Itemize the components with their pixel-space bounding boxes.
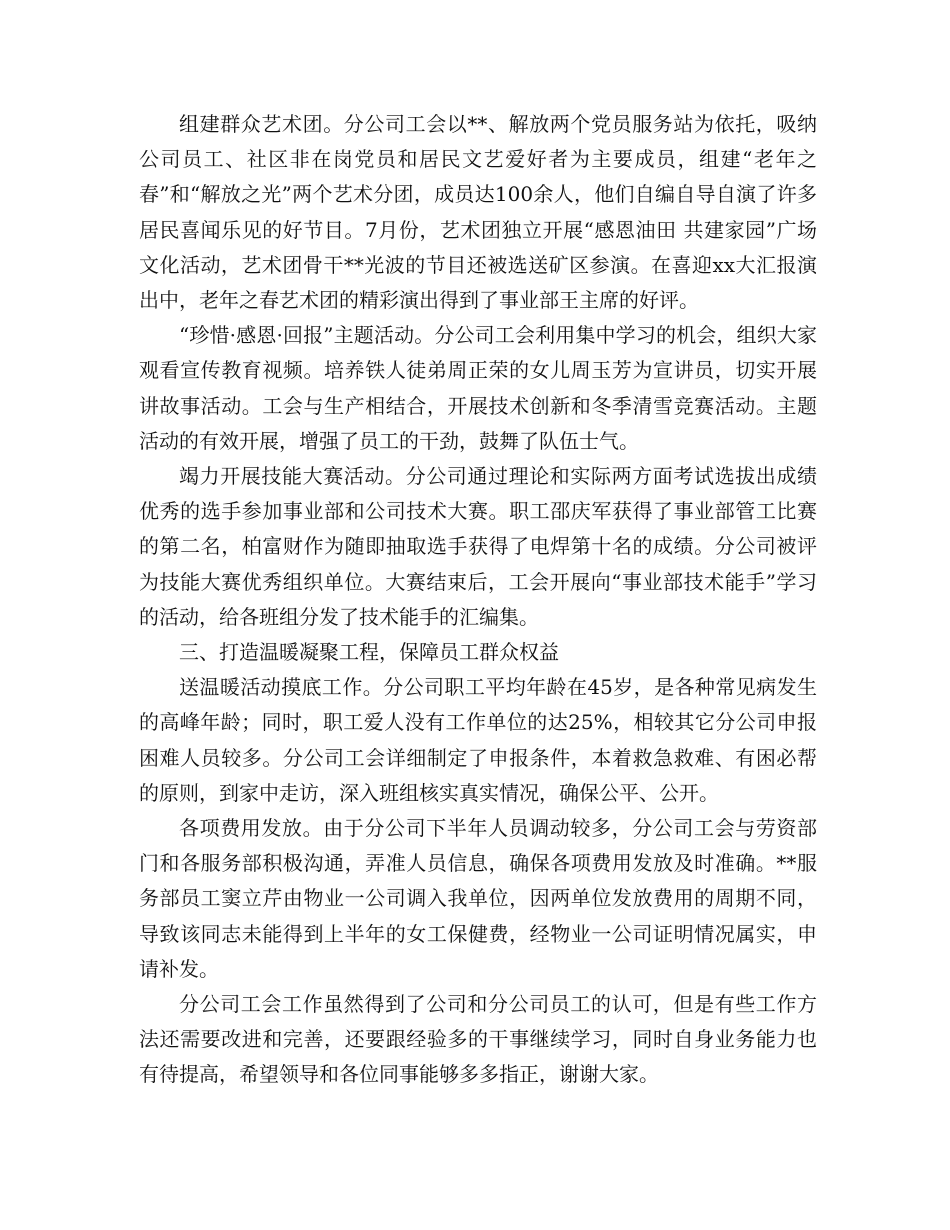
paragraph-closing: 分公司工会工作虽然得到了公司和分公司员工的认可，但是有些工作方法还需要改进和完善，还要跟经验多的干事继续学习，同时自身业务能力也有待提高，希望领导和各位同事能够多多指正，谢谢大家。 xyxy=(139,992,817,1087)
paragraph-skills-contest: 竭力开展技能大赛活动。分公司通过理论和实际两方面考试选拔出成绩优秀的选手参加事业部和公司技术大赛。职工邵庆军获得了事业部管工比赛的第二名，柏富财作为随即抽取选手获得了电焊第十名的成绩。分公司被评为技能大赛优秀组织单位。大赛结束后，工会开展向“事业部技术能手”学习的活动，给各班组分发了技术能手的汇编集。 xyxy=(139,464,817,629)
paragraph-art-troupe: 组建群众艺术团。分公司工会以**、解放两个党员服务站为依托，吸纳公司员工、社区非在岗党员和居民文艺爱好者为主要成员，组建“老年之春”和“解放之光”两个艺术分团，成员达100余人，他们自编自导自演了许多居民喜闻乐见的好节目。7月份，艺术团独立开展“感恩油田 共建家园”广场文化活动，艺术团骨干**光波的节目还被选送矿区参演。在喜迎xx大汇报演出中，老年之春艺术团的精彩演出得到了事业部王主席的好评。 xyxy=(139,112,817,313)
section-heading-warmth-project: 三、打造温暖凝聚工程，保障员工群众权益 xyxy=(179,640,559,665)
paragraph-expense-distribution: 各项费用发放。由于分公司下半年人员调动较多，分公司工会与劳资部门和各服务部积极沟通，弄准人员信息，确保各项费用发放及时准确。**服务部员工窦立芹由物业一公司调入我单位，因两单位发放费用的周期不同，导致该同志未能得到上半年的女工保健费，经物业一公司证明情况属实，申请补发。 xyxy=(139,816,817,981)
document-body xyxy=(139,107,817,1093)
paragraph-warmth-survey: 送温暖活动摸底工作。分公司职工平均年龄在45岁，是各种常见病发生的高峰年龄；同时，职工爱人没有工作单位的达25%，相较其它分公司申报困难人员较多。分公司工会详细制定了申报条件，本着救急救难、有困必帮的原则，到家中走访，深入班组核实真实情况，确保公平、公开。 xyxy=(139,675,817,805)
paragraph-theme-activity: “珍惜·感恩·回报”主题活动。分公司工会利用集中学习的机会，组织大家观看宣传教育视频。培养铁人徒弟周正荣的女儿周玉芳为宣讲员，切实开展讲故事活动。工会与生产相结合，开展技术创新和冬季清雪竞赛活动。主题活动的有效开展，增强了员工的干劲，鼓舞了队伍士气。 xyxy=(139,323,817,453)
